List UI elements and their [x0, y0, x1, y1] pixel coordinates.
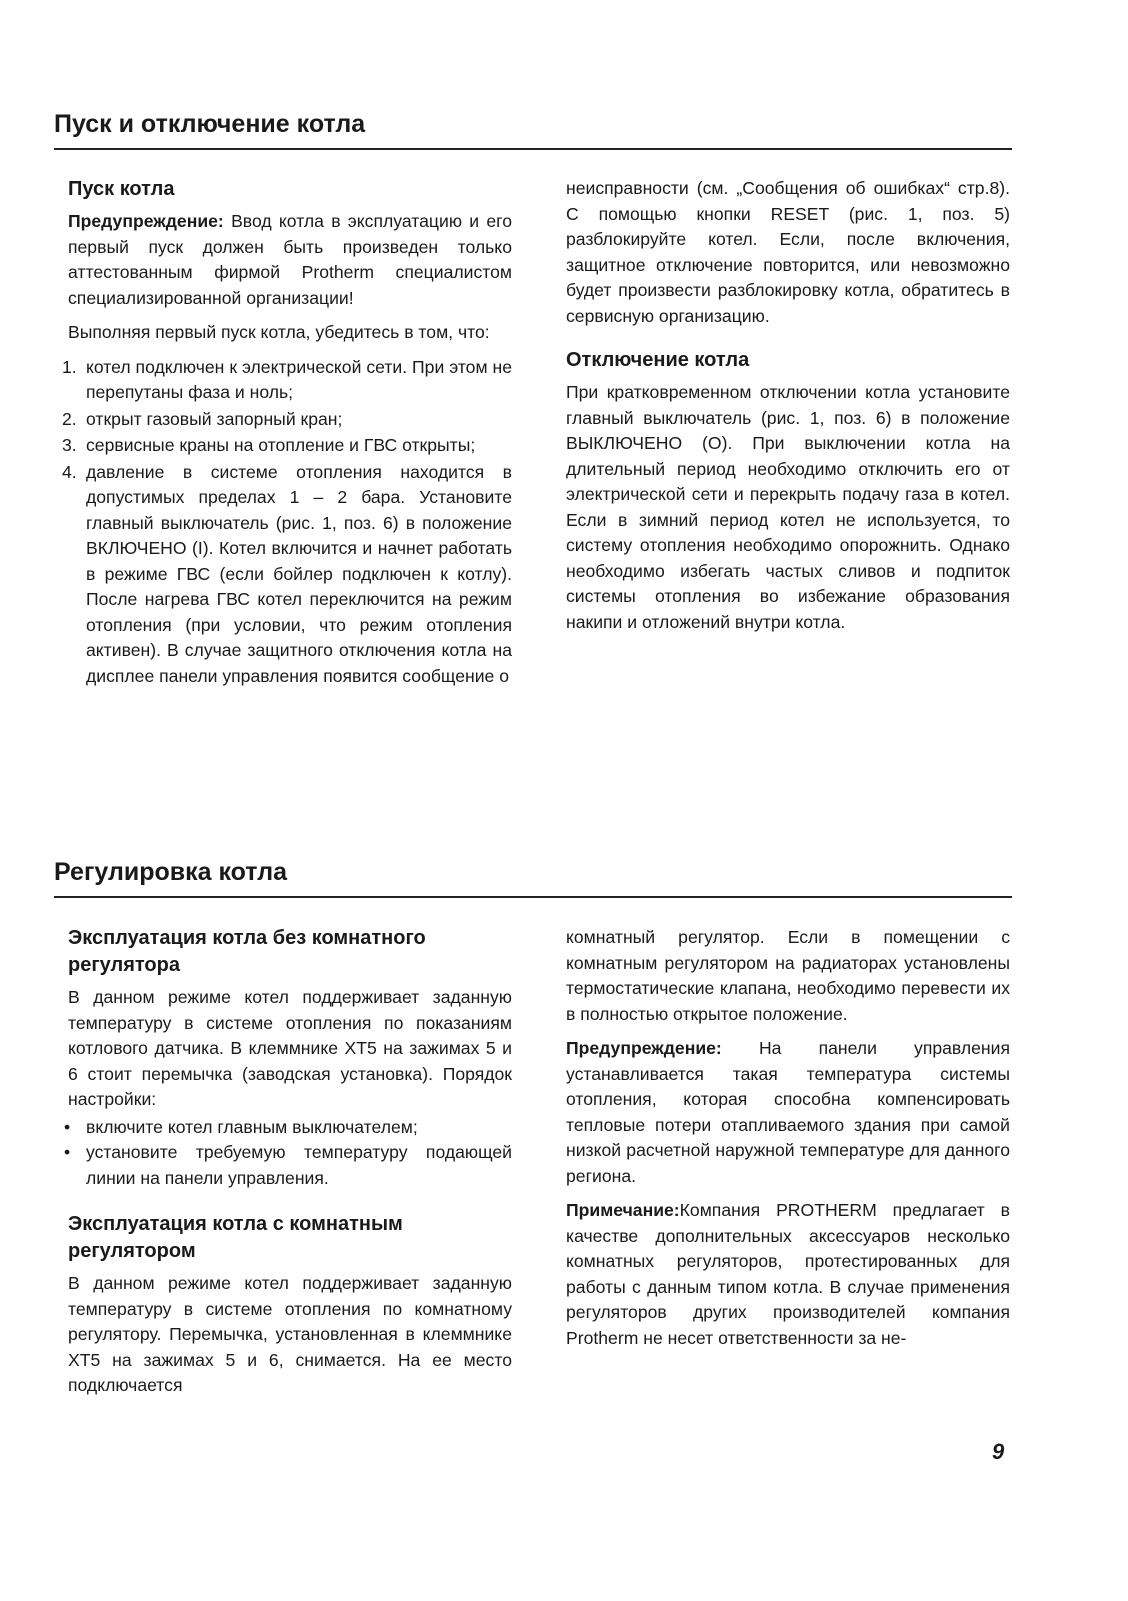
- settings-bullet-list: [64, 1115, 512, 1192]
- list-text: давление в системе отопления находится в допустимых пределах 1 – 2 бара. Установите главный выключатель (рис. 1, поз. 6) в положение ВКЛЮЧЕНО (I). Котел включится и начнет работать в режиме ГВС (если бойлер подключен к котлу). После нагрева ГВС котел переключится на режим отопления (при условии, что режим отопления активен). В случае защитного отключения котла на дисплее панели управления появится сообщение о: [86, 461, 512, 686]
- list-item: [64, 1140, 512, 1191]
- note-label: Примечание:: [566, 1200, 680, 1220]
- stop-text: При кратковременном отключении котла установите главный выключатель (рис. 1, поз. 6) в положение ВЫКЛЮЧЕНО (O). При выключении котла на длительный период необходимо отключить его от электрической сети и перекрыть подачу газа в котел. Если в зимний период котел не используется, то систему отопления необходимо опорожнить. Однако необходимо избегать частых сливов и подпиток системы отопления во избежание образования накипи и отложений внутри котла.: [566, 382, 1010, 632]
- list-item: [62, 407, 512, 433]
- bullet-icon: •: [64, 1142, 71, 1162]
- warning-label: Предупреждение:: [566, 1038, 722, 1058]
- list-text: включите котел главным выключателем;: [86, 1116, 418, 1137]
- list-number: 2.: [62, 408, 77, 429]
- list-text: сервисные краны на отопление и ГВС открыты;: [86, 435, 476, 455]
- regulation-note: [566, 1198, 1010, 1351]
- heading-no-regulator: Эксплуатация котла без комнатного регулятора: [68, 927, 426, 976]
- regulation-right-column: [566, 925, 1010, 1360]
- heading-with-regulator: Эксплуатация котла с комнатным регулятором: [68, 1213, 403, 1262]
- note-text: Компания PROTHERM предлагает в качестве дополнительных аксессуаров несколько комнатных регуляторов, протестированных для работы с данным типом котла. В случае применения регуляторов других производителей компания Protherm не несет ответственности за не-: [566, 1200, 1010, 1348]
- regulation-warning: [566, 1036, 1010, 1189]
- warning-text: Ввод котла в эксплуатацию и его первый пуск должен быть произведен только аттестованным фирмой Protherm специалистом специализированной организации!: [68, 211, 512, 308]
- list-text: установите требуемую температуру подающей линии на панели управления.: [86, 1142, 512, 1188]
- warning-text: На панели управления устанавливается такая температура системы отопления, которая способна компенсировать тепловые потери отапливаемого здания при самой низкой расчетной наружной температуре для данного региона.: [566, 1038, 1010, 1186]
- page-number: 9: [992, 1439, 1005, 1464]
- list-item: [64, 1115, 512, 1141]
- list-item: [62, 433, 512, 459]
- heading-start-boiler: Пуск котла: [68, 178, 175, 200]
- warning-label: Предупреждение:: [68, 211, 224, 231]
- with-regulator-continuation: комнатный регулятор. Если в помещении с комнатным регулятором на радиаторах установлены термостатические клапана, необходимо перевести их в полностью открытое положение.: [566, 927, 1010, 1024]
- list-text: открыт газовый запорный кран;: [86, 408, 343, 429]
- list-number: 1.: [62, 356, 77, 377]
- start-left-column: [62, 176, 512, 690]
- bullet-icon: •: [64, 1116, 71, 1137]
- list-item: [62, 355, 512, 406]
- list-number: 3.: [62, 435, 77, 455]
- section-divider: [54, 896, 1012, 898]
- list-item: [62, 460, 512, 690]
- section-title-start: Пуск и отключение котла: [54, 110, 366, 138]
- regulation-left-column: [64, 925, 512, 1408]
- start-steps-list: [62, 355, 512, 690]
- start-intro: Выполняя первый пуск котла, убедитесь в том, что:: [68, 322, 490, 342]
- heading-stop-boiler: Отключение котла: [566, 349, 750, 371]
- start-right-column: [566, 176, 1010, 644]
- start-continuation: неисправности (см. „Сообщения об ошибках“ стр.8). С помощью кнопки RESET (рис. 1, поз. 5) разблокируйте котел. Если, после включения, защитное отключение повторится, или невозможно будет произвести разблокировку котла, обратитесь в сервисную организацию.: [566, 178, 1010, 326]
- section-title-regulation: Регулировка котла: [54, 858, 287, 886]
- list-text: котел подключен к электрической сети. При этом не перепутаны фаза и ноль;: [86, 356, 512, 402]
- no-regulator-text: В данном режиме котел поддерживает заданную температуру в системе отопления по показаниям котлового датчика. В клеммнике XT5 на зажимах 5 и 6 стоит перемычка (заводская установка). Порядок настройки:: [68, 987, 512, 1109]
- with-regulator-text: В данном режиме котел поддерживает заданную температуру в системе отопления по комнатному регулятору. Перемычка, установленная в клеммнике XT5 на зажимах 5 и 6, снимается. На ее место подключается: [68, 1273, 512, 1395]
- list-number: 4.: [62, 461, 77, 482]
- section-divider: [54, 148, 1012, 150]
- start-warning: [68, 209, 512, 311]
